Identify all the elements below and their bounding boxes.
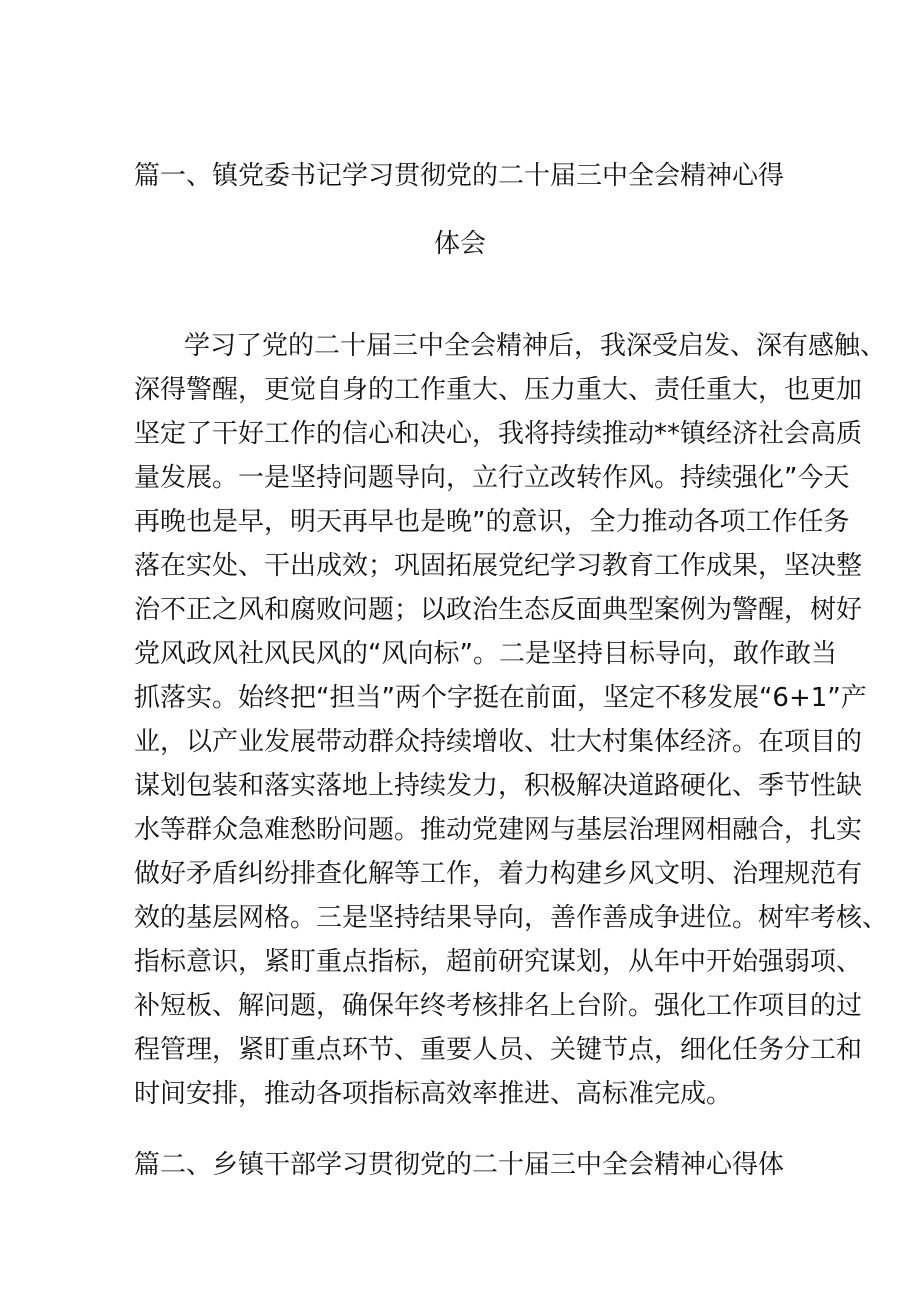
section1-title-line2: 体会 — [433, 229, 486, 259]
paragraph-line: 学习了党的二十届三中全会精神后，我深受启发、深有感触、 — [184, 331, 887, 361]
paragraph-line: 程管理，紧盯重点环节、重要人员、关键节点，细化任务分工和 — [134, 1035, 863, 1065]
paragraph-line: 谋划包装和落实落地上持续发力，积极解决道路硬化、季节性缺 — [134, 771, 863, 801]
paragraph-line: 业，以产业发展带动群众持续增收、壮大村集体经济。在项目的 — [134, 727, 863, 757]
paragraph-line: 补短板、解问题，确保年终考核排名上台阶。强化工作项目的过 — [134, 991, 863, 1021]
paragraph-line: 落在实处、干出成效；巩固拓展党纪学习教育工作成果，坚决整 — [134, 551, 863, 581]
section1-title-line1: 篇一、镇党委书记学习贯彻党的二十届三中全会精神心得 — [134, 161, 785, 191]
paragraph-line: 水等群众急难愁盼问题。推动党建网与基层治理网相融合，扎实 — [134, 815, 863, 845]
paragraph-line: 党风政风社风民风的“风向标”。二是坚持目标导向，敢作敢当 — [134, 639, 837, 669]
paragraph-line: 做好矛盾纠纷排查化解等工作，着力构建乡风文明、治理规范有 — [134, 859, 863, 889]
paragraph-line: 量发展。一是坚持问题导向，立行立改转作风。持续强化”今天 — [134, 463, 850, 493]
paragraph-line: 时间安排，推动各项指标高效率推进、高标准完成。 — [134, 1079, 733, 1109]
paragraph-line: 指标意识，紧盯重点指标，超前研究谋划，从年中开始强弱项、 — [134, 947, 863, 977]
section2-title: 篇二、乡镇干部学习贯彻党的二十届三中全会精神心得体 — [134, 1150, 785, 1180]
paragraph-line: 坚定了干好工作的信心和决心，我将持续推动**镇经济社会高质 — [134, 419, 863, 449]
paragraph-line: 效的基层网格。三是坚持结果导向，善作善成争进位。树牢考核、 — [134, 903, 889, 933]
paragraph-line: 治不正之风和腐败问题；以政治生态反面典型案例为警醒，树好 — [134, 595, 863, 625]
paragraph-line: 深得警醒，更觉自身的工作重大、压力重大、责任重大，也更加 — [134, 375, 863, 405]
paragraph-line: 再晚也是早，明天再早也是晚”的意识，全力推动各项工作任务 — [134, 507, 850, 537]
paragraph-line: 抓落实。始终把“担当”两个字挺在前面，坚定不移发展“6+1”产 — [134, 683, 867, 713]
